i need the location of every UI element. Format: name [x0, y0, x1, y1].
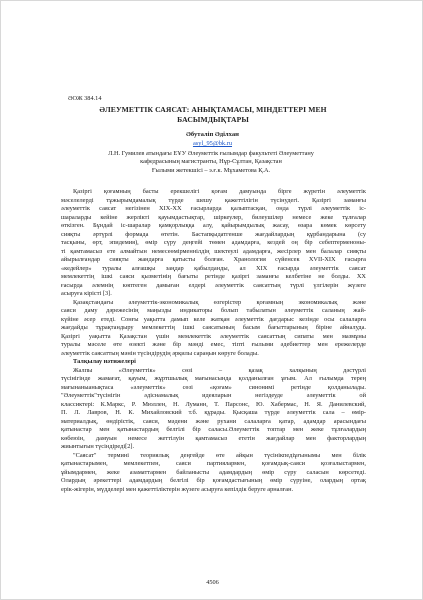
paragraph-line: жағдайды тұрақтандыру мемлекеттің ішкі саясатының басым бағыттарының біріне айналуда. [61, 324, 366, 331]
paragraph-line: тасқыны, өрт, эпидемия), өмір сүру деңгейі төмен адамдарға, кездей оң бір себептерменоны- [61, 239, 366, 246]
paragraph-line: әлеуметтік саясат негізінен XIX-XX ғасырларда қалыптасқан, онда түрлі әлеуметтік іс- [61, 205, 366, 212]
paragraph-line: Қазақстандағы әлеуметтік-экономикалық өзгерістер қоғамның экономикалық және [73, 298, 366, 306]
paragraph-line: материалдық, өндірістік, саяси, мәдени және рухани салаларға қатар, адамдар арасындағы [61, 417, 366, 425]
paragraph-line: "Саясат" термині теориялық деңгейде өте айқын түсінікпедіұғынымы мен білік [73, 451, 366, 459]
paragraph-line: мәселелерді тұжырымдамалық түрде шешу қажеттілігін түсінудегі. Қазіргі заманғы [61, 196, 366, 204]
paragraph-line: көбеюін, дамуын немесе жеттілуін қамтамасыз ететін жағдайлар мен факторлардың [61, 434, 366, 442]
paragraph-line: түсінігінде жамағат, қауым, жұртшылық мағынасында қолданылған ұғым. Ал ғылымда терең [61, 375, 366, 382]
paragraph-line: саяси даму дәрежесінің маңызды индикаторы болып табылатын әлеуметтік саланың жай- [61, 307, 366, 314]
paragraph-line: классиктері: К.Маркс, Р. Мюллен, Н. Луманн, Т. Парсонс, Ю. Хабермас, Н. Я. Данилевский, [61, 400, 366, 408]
title-line: ӘЛЕУМЕТТІК САЯСАТ: АНЫҚТАМАСЫ, МІНДЕТТЕРІ МЕН [99, 105, 327, 114]
paragraph-line: қатынастарымен, мемлекетпен, саяси партиялармен, қоғамдық-саяси қозғалыстармен, [61, 460, 366, 467]
paragraph-line: шараларды кейіне жерлікті қауымдастықтар, шіркеулер, билеушілер немесе жеке тұлғалар [61, 213, 366, 221]
paragraph-line: қатынастар мен қатынастардың белгілі бір саласы.Әлеуметтік топтар мен жеке тұлғалардың [61, 426, 366, 433]
article-body [61, 188, 366, 494]
paragraph-line: туралы мәселе өте өзекті және бір мәнді емес, тіпті ғылыми әдебиеттер мен ережелерде [61, 341, 366, 348]
paragraph-line: сияқты әртүрлі формада өтетін. Бастапқыдатгенше жағдайлардың құрбандарына (су [61, 230, 366, 238]
paragraph-line: мемлекеттің ішкі саяси қызметінің бағыты ретінде қазіргі заманғы келбетіне не болды. XX [61, 273, 366, 280]
section-subheading: Талқылау нәтижелері [73, 358, 136, 365]
affiliation-line: Л.Н. Гумилев атындағы ЕҰУ Әлеуметтік ғылымдар факультеті Әлеуметтану [108, 150, 314, 157]
affiliation-line: Ғылыми жетекшісі – э.ғ.к. Мұхаметова Қ.А. [151, 166, 271, 174]
paragraph-line: жиынтығын түсіндіреді[2]. [61, 443, 135, 450]
udc-code: ӘОЖ 384.14 [68, 95, 102, 102]
page-number: 4506 [206, 579, 219, 586]
paragraph-line: «кедейлер» туралы алғашқы заңдар қабылданды, ал XIX ғасырда әлеуметтік саясат [61, 264, 366, 272]
author-name: Әбуталіп Әділхан [186, 131, 239, 138]
article-title [68, 105, 358, 125]
paragraph-line: Жалпы «Әлеуметтік» сөзі – қазақ халқының дәстүрлі [73, 366, 366, 374]
affiliation [61, 150, 361, 175]
paragraph-line: Олардың әрекеттері адамдардың белгілі бір қоғамдастығының өмір сүруіне, олардың ортақ [61, 477, 366, 484]
paragraph-line: Қазіргі уақытта Қазақстан үшін мемлекеттік әлеуметтік саясаттың сипаты мен мазмұны [61, 332, 366, 340]
paragraph-line: мағынаныанықтаса «әлеуметтік» сөзі «қоғам» синонимі ретінде қолданылады. [61, 383, 366, 391]
paragraph-line: күйіне әсер етеді. Сонғы уақытта дамып келе жатқан әлеуметтік дағдарыс кезінде осы салаларға [61, 315, 366, 323]
paragraph-line: П. Л. Лавров, Н. К. Михайловский т.б. құрады. Қысқаша түрде әлеуметтік сала – өмір- [61, 409, 366, 416]
paragraph-line: ұйымдармен, жеке азаматтармен байланысты адамдардың өмір сүру саласын көрсетеді. [61, 468, 366, 476]
paragraph-line: асыруға кірісті [3]. [61, 290, 112, 297]
paragraph-line: әлеуметтік саясаттың мәнін түсіндірудің әрқилы сараңын көруге болады. [61, 349, 259, 357]
paragraph-line: айырылғандар сияқты жандарға қатысты болған. Хранология сүйенсек XVII-XIX ғасырға [61, 256, 366, 263]
affiliation-line: кафедрасының магистранты, Нұр-Сұлтан, Қазақстан [140, 158, 282, 166]
paragraph-line: ті қамтамасыз ете алмайтын немесеөмірменнілдің шектеулі адамдарға, жесірлер мен балалар сияқты [61, 247, 366, 255]
paragraph-line: Қазіргі қоғамның басты ерекшелігі қоғам дамуында бірге жүретін әлеуметтік [73, 188, 366, 195]
author-email-link[interactable]: asyl_95@bk.ru [192, 140, 233, 147]
paragraph-line: өткізген. Бұндай іс-шаралар қамқорлыққа алу, қайырымдылық жасау, өзара көмек көрсету [61, 222, 366, 229]
paragraph-line: "Әлеуметтік"түсінігін әдіснамалық идеяларын негіздеуде әлеуметтік ой [61, 392, 366, 399]
title-line: БАСЫМДЫҚТАРЫ [177, 115, 249, 124]
paragraph-line: ғасырда әлемнің көптеген дамыған елдері әлеуметтік саясаттың түрлі үлгілерін жүзеге [61, 281, 366, 289]
paragraph-line: ерік-жігерін, мүдделері мен қажеттіліктерін жүзеге асыруға кепілдік беруге арналған. [61, 485, 294, 493]
